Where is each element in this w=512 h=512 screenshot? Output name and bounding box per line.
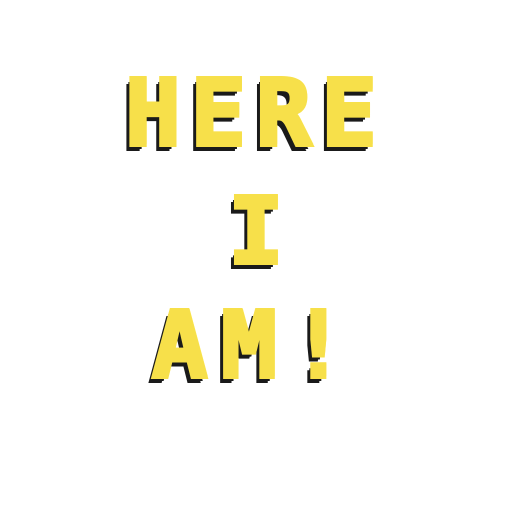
text-line-here: HERE	[125, 60, 387, 167]
text-line-am: AM!	[151, 292, 361, 399]
text-line-i: I	[228, 178, 284, 285]
